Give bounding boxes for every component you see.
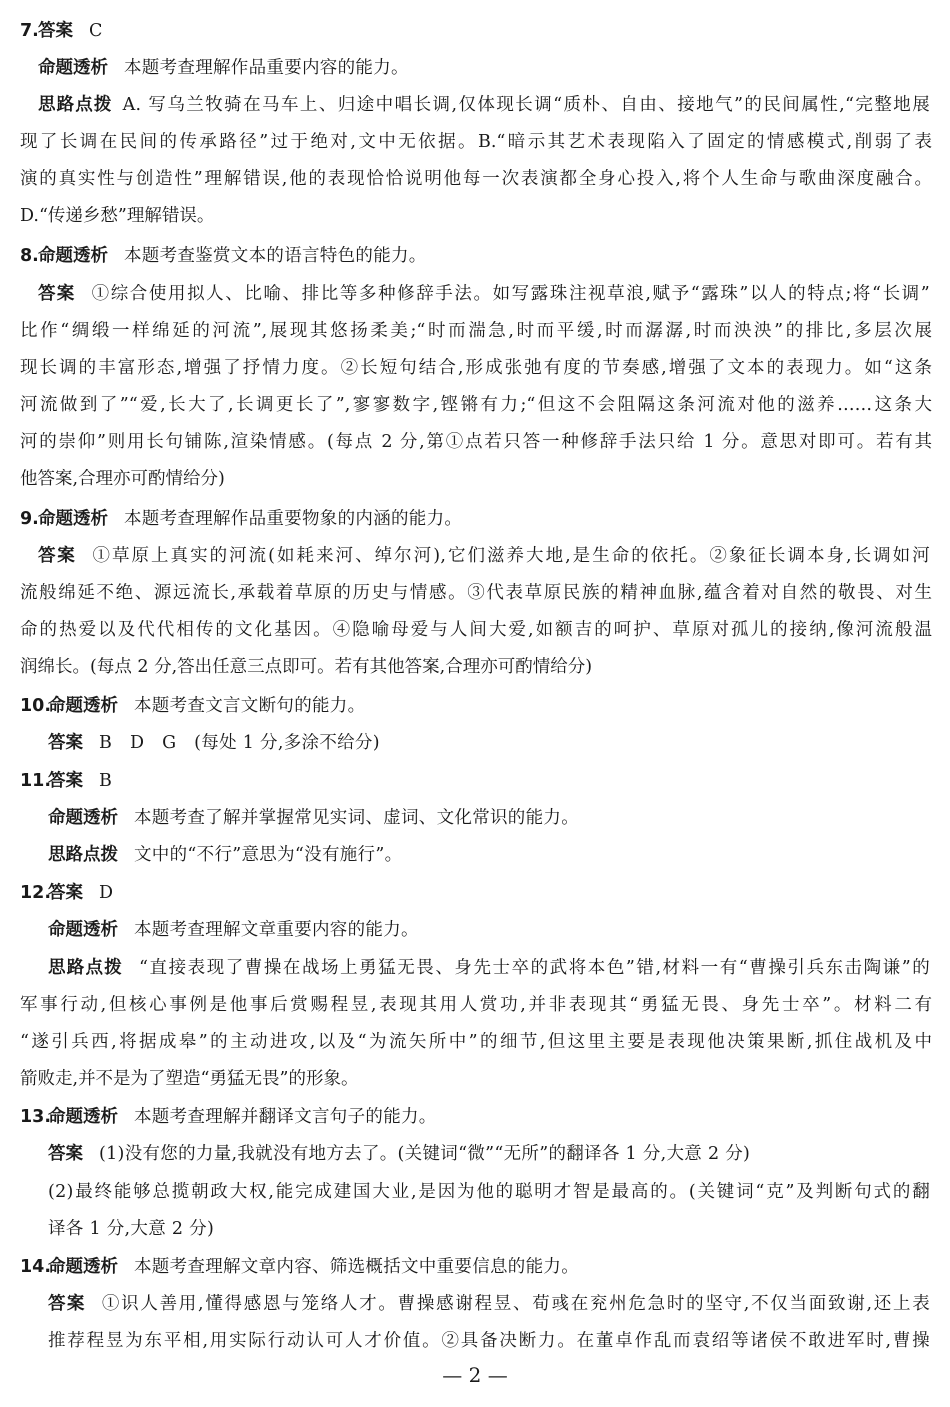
q13-answer-text: 译各 1 分,大意 2 分) xyxy=(48,1219,215,1239)
q7-hint-text: 演的真实性与创造性”理解错误,他的表现恰恰说明他每一次表演都全身心投入,将个人生命与歌曲深度融合。 xyxy=(20,169,932,189)
q10-answer: B D G (每处 1 分,多涂不给分) xyxy=(99,733,380,753)
q10-analysis: 本题考查文言文断句的能力。 xyxy=(134,696,366,716)
q9-analysis: 本题考查理解作品重要物象的内涵的能力。 xyxy=(124,509,463,529)
q7-hint-text: D.“传递乡愁”理解错误。 xyxy=(20,206,215,226)
q13-analysis-label: 命题透析 xyxy=(48,1107,118,1127)
q8-answer-label: 答案 xyxy=(38,284,76,304)
q7-answer-label: 答案 xyxy=(38,21,73,41)
q11-hint-label: 思路点拨 xyxy=(48,845,118,865)
q14-answer-text: ①识人善用,懂得感恩与笼络人才。曹操感谢程昱、荀彧在兖州危急时的坚守,不仅当面致谢,还上表 xyxy=(101,1294,931,1314)
q7-hint-continuation xyxy=(20,130,932,228)
q8-number: 8. xyxy=(20,246,39,266)
q9-answer-continuation xyxy=(20,581,932,679)
q7-analysis: 本题考查理解作品重要内容的能力。 xyxy=(124,58,409,78)
q13-answer-text: (1)没有您的力量,我就没有地方去了。(关键词“微”“无所”的翻译各 1 分,大意 2 分) xyxy=(99,1144,751,1164)
q8-answer-text: 河流做到了”“爱,长大了,长调更长了”,寥寥数字,铿锵有力;“但这不会阻隔这条河流对他的滋养……这条大 xyxy=(20,395,932,415)
q13-number: 13. xyxy=(20,1107,52,1127)
q9-answer-text: 润绵长。(每点 2 分,答出任意三点即可。若有其他答案,合理亦可酌情给分) xyxy=(20,657,593,677)
q12-hint-text: 军事行动,但核心事例是他事后赏赐程昱,表现其用人赏功,并非表现其“勇猛无畏、身先士卒”。材料二有 xyxy=(20,995,932,1015)
q8-analysis-label: 命题透析 xyxy=(38,246,108,266)
q8-answer-continuation xyxy=(20,319,932,491)
q7-hint-label: 思路点拨 xyxy=(38,95,113,115)
q7-analysis-label: 命题透析 xyxy=(38,58,108,78)
q9-answer-text: 命的热爱以及代代相传的文化基因。④隐喻母爱与人间大爱,如额吉的呵护、草原对孤儿的接纳,像河流般温 xyxy=(20,620,932,640)
q11-answer-label: 答案 xyxy=(48,771,83,791)
q8-answer-text: 现长调的丰富形态,增强了抒情力度。②长短句结合,形成张弛有度的节奏感,增强了文本的表现力。如“这条 xyxy=(20,358,932,378)
q8-answer-text: 他答案,合理亦可酌情给分) xyxy=(20,469,225,489)
q12-analysis-label: 命题透析 xyxy=(48,920,118,940)
q11-answer: B xyxy=(99,771,112,791)
q10-analysis-label: 命题透析 xyxy=(48,696,118,716)
q12-hint-text: “直接表现了曹操在战场上勇猛无畏、身先士卒的武将本色”错,材料一有“曹操引兵东击陶谦”的 xyxy=(139,958,931,978)
q10-number: 10. xyxy=(20,696,52,716)
q13-answer-label: 答案 xyxy=(48,1144,83,1164)
q12-hint-text: “遂引兵西,将据成皋”的主动进攻,以及“为流矢所中”的细节,但这里主要是表现他决策果断,抓住战机及中 xyxy=(20,1032,932,1052)
q10-answer-label: 答案 xyxy=(48,733,83,753)
q12-answer-label: 答案 xyxy=(48,883,83,903)
q11-analysis-label: 命题透析 xyxy=(48,808,118,828)
q7-hint-text: A. 写乌兰牧骑在马车上、归途中唱长调,仅体现长调“质朴、自由、接地气”的民间属性,“完整地展 xyxy=(122,95,931,115)
q8-answer-text: 比作“绸缎一样绵延的河流”,展现其悠扬柔美;“时而湍急,时而平缓,时而潺潺,时而泱泱”的排比,多层次展 xyxy=(20,321,932,341)
q7-hint-text: 现了长调在民间的传承路径”过于绝对,文中无依据。B.“暗示其艺术表现陷入了固定的情感模式,削弱了表 xyxy=(20,132,932,152)
q7-number: 7. xyxy=(20,21,39,41)
q14-answer-label: 答案 xyxy=(48,1294,86,1314)
q12-hint-continuation xyxy=(20,993,932,1091)
q12-number: 12. xyxy=(20,883,52,903)
q12-hint-label: 思路点拨 xyxy=(48,958,124,978)
q11-hint: 文中的“不行”意思为“没有施行”。 xyxy=(134,845,403,865)
q11-number: 11. xyxy=(20,771,52,791)
q14-analysis: 本题考查理解文章内容、筛选概括文中重要信息的能力。 xyxy=(134,1257,579,1277)
q8-analysis: 本题考查鉴赏文本的语言特色的能力。 xyxy=(124,246,427,266)
q8-answer-text: 河的崇仰”则用长句铺陈,渲染情感。(每点 2 分,第①点若只答一种修辞手法只给 1 分。意思对即可。若有其 xyxy=(20,432,932,452)
q14-analysis-label: 命题透析 xyxy=(48,1257,118,1277)
q11-analysis: 本题考查了解并掌握常见实词、虚词、文化常识的能力。 xyxy=(134,808,579,828)
q12-analysis: 本题考查理解文章重要内容的能力。 xyxy=(134,920,419,940)
q9-analysis-label: 命题透析 xyxy=(38,509,108,529)
q8-answer-text: ①综合使用拟人、比喻、排比等多种修辞手法。如写露珠注视草浪,赋予“露珠”以人的特点;将“长调” xyxy=(91,284,931,304)
q14-answer-text: 推荐程昱为东平相,用实际行动认可人才价值。②具备决断力。在董卓作乱而袁绍等诸侯不敢进军时,曹操 xyxy=(48,1331,930,1351)
q9-answer-text: 流般绵延不绝、源远流长,承载着草原的历史与情感。③代表草原民族的精神血脉,蕴含着对自然的敬畏、对生 xyxy=(20,583,932,603)
q14-number: 14. xyxy=(20,1257,52,1277)
q9-answer-label: 答案 xyxy=(38,546,77,566)
q7-answer: C xyxy=(89,21,103,41)
q13-answer-text: (2)最终能够总揽朝政大权,能完成建国大业,是因为他的聪明才智是最高的。(关键词“克”及判断句式的翻 xyxy=(48,1182,930,1202)
q13-analysis: 本题考查理解并翻译文言句子的能力。 xyxy=(134,1107,437,1127)
page-number: — 2 — xyxy=(442,1363,508,1387)
q9-answer-text: ①草原上真实的河流(如耗来河、绰尔河),它们滋养大地,是生命的依托。②象征长调本身,长调如河 xyxy=(92,546,931,566)
q12-answer: D xyxy=(99,883,114,903)
q9-number: 9. xyxy=(20,509,39,529)
q12-hint-text: 箭败走,并不是为了塑造“勇猛无畏”的形象。 xyxy=(20,1069,359,1089)
